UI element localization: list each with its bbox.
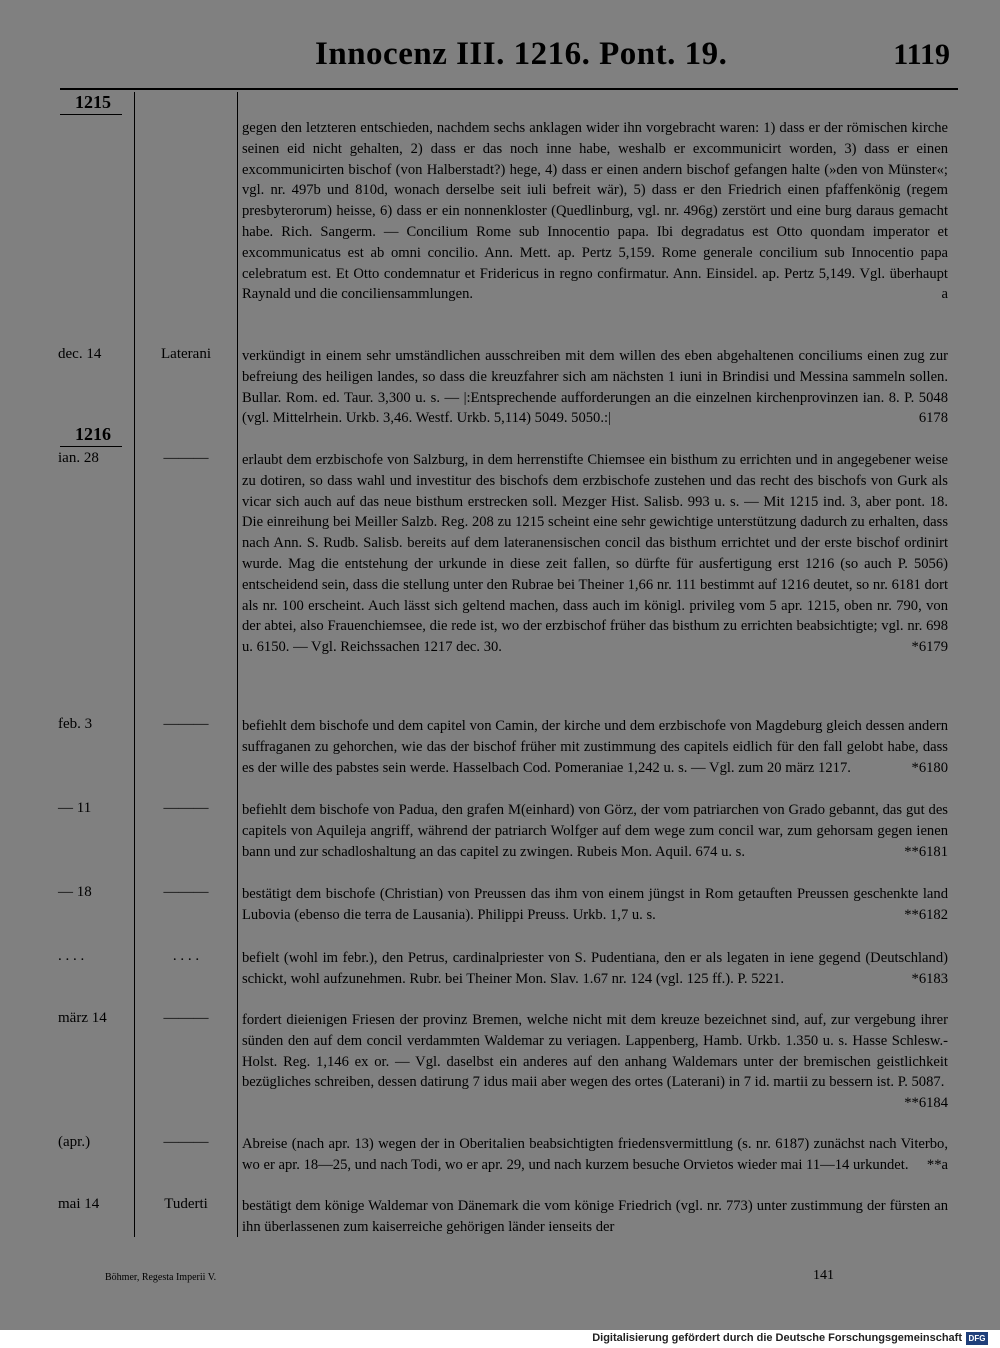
entry-text: bestätigt dem könige Waldemar von Dänemark die vom könige Friedrich (vgl. nr. 773) unter zustimmung der fürsten an ihn überlassenen zum kaiserreiche gehörigen länder ienseits der xyxy=(242,1198,948,1235)
entry-number: **6181 xyxy=(904,843,948,860)
entry-date: — 11 xyxy=(58,800,92,816)
entry-place: ——— xyxy=(163,1010,209,1026)
footer-sheet-number: 141 xyxy=(813,1268,834,1283)
entry-date: märz 14 xyxy=(58,1010,107,1026)
entry-date: dec. 14 xyxy=(58,346,102,362)
entry-text: erlaubt dem erzbischofe von Salzburg, in dem herrenstifte Chiemsee ein bisthum zu errichten und in angegebener weise zu dotiren, so dass wahl und investitur des bischofs dem erzbischofe zustehen und das recht des bischofs von Gurk als vicar sich auch auf das neue bisthum erstrecken soll. Mezger Hist. Salisb. 993 u. s. — Mit 1215 ind. 3, aber pont. 18. Die einreihung bei Meiller Salzb. Reg. 208 zu 1215 scheint eine sehr gewichtige unterstützung dadurch zu erhalten, dass nach Ann. S. Rudb. Salisb. bereits auf dem lateranensischen concil das bisthum errichtet und der erste bischof ordinirt wurde. Mag die entstehung der urkunde in diese zeit fallen, so dürfte für ausfertigung erst 1216 (so auch P. 5056) entscheidend sein, dass die stellung unter den Rubrae bei Theiner 1,66 nr. 111 bestimmt auf 1216 deutet, so nr. 6181 dort als nr. 100 erscheint. Auch lässt sich geltend machen, dass auch im königl. privileg vom 5 apr. 1215, oben nr. 790, von der abtei, also Frauenchiemsee, die rede ist, wo der erzbischof früher das bisthum zu errichten beabsichtigte; vgl. nr. 698 u. 6150. — Vgl. Reichssachen 1217 dec. 30. *6179 xyxy=(242,450,948,658)
entry-text: befiehlt dem bischofe und dem capitel von Camin, der kirche und dem erzbischofe von Magdeburg gleich dessen andern suffraganen zu gehorchen, wie das der bischof früher mit zustimmung des capitels eidlich für den fall gelobt habe, dass es der wille des pabstes sein werde. Hasselbach Cod. Pomeraniae 1,242 u. s. — Vgl. zum 20 märz 1217. *6180 xyxy=(242,716,948,778)
entry-text: befielt (wohl im febr.), den Petrus, cardinalpriester von S. Pudentiana, den er als legaten in iene gegend (Deutschland) schickt, wohl aufzunehmen. Rubr. bei Theiner Mon. Slav. 1.67 nr. 124 (vgl. 125 ff.). P. 5221. *6183 xyxy=(242,948,948,990)
page-header xyxy=(0,36,1000,76)
year-rule xyxy=(60,114,122,115)
entry-place: Laterani xyxy=(161,346,211,362)
entry-number: *6183 xyxy=(911,970,948,987)
entry-place: ——— xyxy=(163,884,209,900)
entry-place: ——— xyxy=(163,1134,209,1150)
dfg-logo-icon: DFG xyxy=(966,1332,988,1345)
entry-text: fordert dieienigen Friesen der provinz Bremen, welche nicht mit dem kreuze bezeichnet sind, auf, zur vergebung ihrer sünden den auf dem concil verdammten Waldemar zu veriagen. Lappenberg, Hamb. Urkb. 1.350 u. s. Hasse Schlesw.-Holst. Reg. 1,146 ex or. — Vgl. daselbst ein anderes auf den anhang Waldemars unter der bremischen geistlichkeit bezügliches schreiben, dessen datirung 7 idus maii aber wegen des ortes (Laterani) in 7 id. martii zu bessern ist. P. 5087. **6184 xyxy=(242,1010,948,1114)
page-number: 1119 xyxy=(893,38,950,71)
entry-text: gegen den letzteren entschieden, nachdem sechs anklagen wider ihn vorgebracht waren: 1) dass er der römischen kirche seinen eid nicht gehalten, 2) dass er das noch inne habe, weshalb er excommunicirt worden, 3) dass er einen excommunicirten bischof (von Halberstadt?) hege, 4) dass er einen andern bischof gefangen halte (»den von Münster«; vgl. nr. 497b und 810d, wonach derselbe seit iuli befreit wär), 5) dass er den Friedrich einen pfaffenkönig (regem presbyterorum) heisse, 6) dass er ein nonnenkloster (Quedlinburg, vgl. nr. 496g) zerstört und eine burg daraus gemacht habe. Rich. Sangerm. — Concilium Rome sub Innocentio papa. Ibi degradatus est Otto quondam imperator et excommunicatus est ab omni concilio. Ann. Mett. ap. Pertz 5,159. Rome generale concilium sub Innocentio papa celebratum est. Et Otto condemnatur et Fridericus in regno confirmatur. Ann. Einsidel. ap. Pertz 5,149. Vgl. überhaupt Raynald und die conciliensammlungen. a xyxy=(242,118,948,305)
entry-place: ——— xyxy=(163,716,209,732)
entry-number: **6182 xyxy=(904,906,948,923)
header-rule xyxy=(60,88,958,90)
entry-number: a xyxy=(941,286,948,303)
year-marker: 1215 xyxy=(75,92,111,112)
entry-date: mai 14 xyxy=(58,1196,100,1212)
entry-place: ——— xyxy=(163,450,209,466)
entry-place: . . . . xyxy=(172,948,200,964)
page-title: Innocenz III. 1216. Pont. 19. xyxy=(315,36,728,72)
entry-text: bestätigt dem bischofe (Christian) von Preussen das ihm von einem jüngst in Rom getauften Preussen geschenkte land Lubovia (ebenso die terra de Lausania). Philippi Preuss. Urkb. 1,7 u. s. **6182 xyxy=(242,884,948,926)
entry-number: **6184 xyxy=(904,1095,948,1112)
year-marker: 1216 xyxy=(75,424,111,444)
entry-text: Abreise (nach apr. 13) wegen der in Oberitalien beabsichtigten friedensvermittlung (s. nr. 6187) zunächst nach Viterbo, wo er apr. 18—25, und nach Todi, wo er apr. 29, und nach kurzem besuche Orvietos wieder mai 11—14 urkundet. **a xyxy=(242,1134,948,1176)
dfg-attribution-bar xyxy=(0,1330,1000,1348)
footer-signature: Böhmer, Regesta Imperii V. xyxy=(105,1272,217,1283)
entry-number: **a xyxy=(926,1156,948,1173)
entry-date: feb. 3 xyxy=(58,716,93,732)
dfg-attribution-text: Digitalisierung gefördert durch die Deutsche Forschungsgemeinschaft xyxy=(592,1332,962,1344)
entry-number: 6178 xyxy=(918,410,948,427)
entry-date: . . . . xyxy=(58,948,85,964)
entry-date: — 18 xyxy=(58,884,92,900)
entry-text: verkündigt in einem sehr umständlichen ausschreiben mit dem willen des eben abgehaltenen conciliums einen zug zur befreiung des heiligen landes, so dass die kreuzfahrer sich am nächsten 1 iuni in Brindisi und Messina sammeln sollen. Bullar. Rom. ed. Taur. 3,300 u. s. — |:Entsprechende aufforderungen an die einzelnen kirchenprovinzen ian. 8. P. 5048 (vgl. Mittelrhein. Urkb. 3,46. Westf. Urkb. 5,114) 5049. 5050.:| 6178 xyxy=(242,346,948,429)
entry-date: (apr.) xyxy=(58,1134,91,1150)
column-divider-place xyxy=(237,92,238,1237)
entry-number: *6180 xyxy=(911,759,948,776)
year-rule xyxy=(60,446,122,447)
entry-text: befiehlt dem bischofe von Padua, den grafen M(einhard) von Görz, der vom patriarchen von Grado gebannt, das gut des capitels von Aquileja angriff, während der patriarch Wolfger auf dem wege zum concil war, zum gehorsam gegen ienen bann und zur schadloshaltung an das capitel zu zwingen. Rubeis Mon. Aquil. 674 u. s. **6181 xyxy=(242,800,948,862)
column-divider-date xyxy=(134,92,135,1237)
entry-place: ——— xyxy=(163,800,209,816)
entry-date: ian. 28 xyxy=(58,450,99,466)
entry-number: *6179 xyxy=(911,639,948,656)
entry-place: Tuderti xyxy=(164,1196,208,1212)
